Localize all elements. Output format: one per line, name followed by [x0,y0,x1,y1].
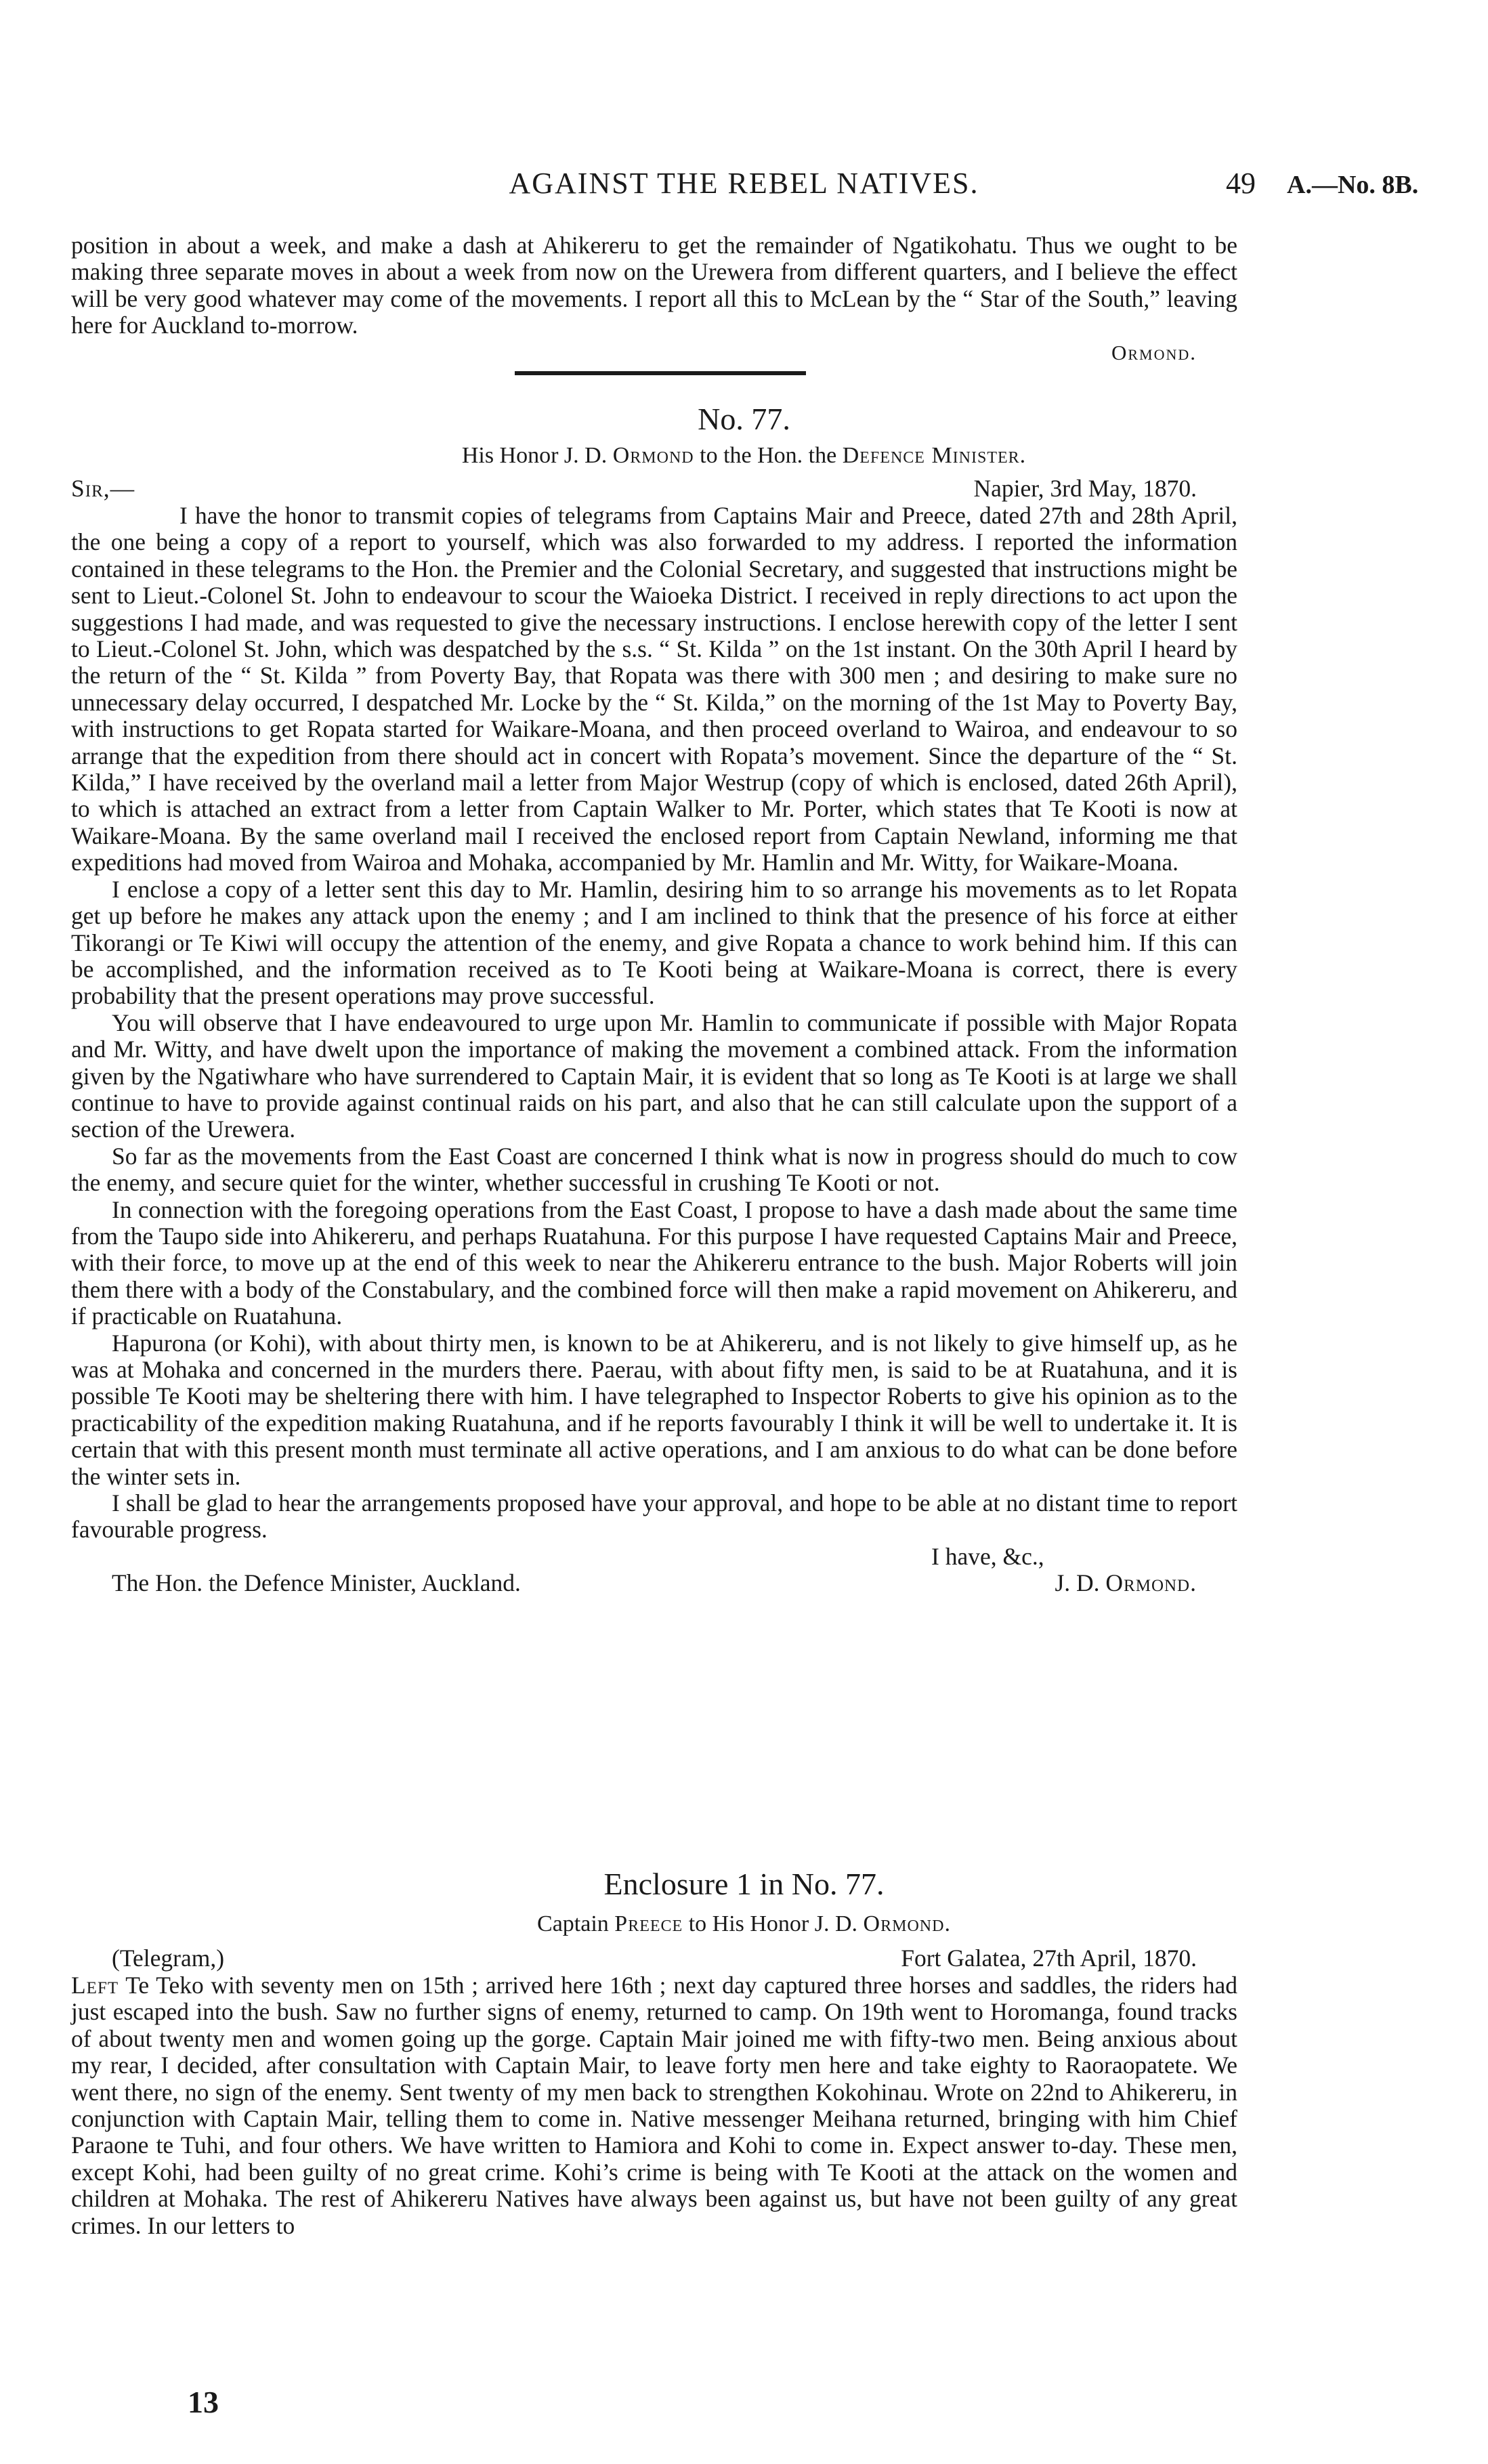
running-header-title: AGAINST THE REBEL NATIVES. [509,167,979,200]
letter-signer-name: Ormond. [1105,1569,1197,1597]
opening-paragraph: position in about a week, and make a dash at Ahikereru to get the remainder of Ngatikohatu. Thus we ought to be making three separate moves in about a week from now on the Urewera from different quarters, and I believe the effect will be very good whatever may come of the movements. I report all this to McLean by the “ Star of the South,” leaving here for Auckland to-morrow. [71,232,1237,339]
salutation: Sir,— [71,475,135,502]
letter-closing: I have, &c., [931,1542,1044,1570]
page-number: 49 [1226,167,1256,200]
letter-paragraph: So far as the movements from the East Coast are concerned I think what is now in progress should do much to cow the enemy, and secure quiet for the winter, whether successful in crushing Te Kooti or not. [71,1142,1237,1197]
enclosure-to-name: Ormond. [863,1911,951,1936]
letter-paragraph: I shall be glad to hear the arrangements proposed have your approval, and hope to be able at no distant time to report favourable progress. [71,1489,1237,1544]
enclosure-body [71,1944,1237,2239]
letter-place-date: Napier, 3rd May, 1870. [973,475,1197,502]
enclosure-from-mid: to His Honor J. D. [683,1911,864,1936]
letter-paragraph: In connection with the foregoing operations from the East Coast, I propose to have a dash made about the same time from the Taupo side into Ahikereru, and perhaps Ruatahuna. For this purpose I have requested Captains Mair and Preece, with their force, to move up at the end of this week to near the Ahikereru entrance to the bush. Major Roberts will join them there with a body of the Constabulary, and the combined force will then make a rapid movement on Ahikereru, and if practicable on Ruatahuna. [71,1195,1237,1330]
addressee-signer-row [71,1570,1237,1596]
enclosure-from-name: Preece [614,1911,683,1936]
enclosure-place-date: Fort Galatea, 27th April, 1870. [901,1945,1197,1972]
salutation-row [71,474,1237,503]
letter-addressee: The Hon. the Defence Minister, Auckland. [112,1569,521,1597]
letter-to-title: Defence Minister. [842,443,1027,468]
letter-from-name: Ormond [612,443,694,468]
letter-from-prefix: His Honor J. D. [461,443,613,468]
letter-paragraph: I have the honor to transmit copies of telegrams from Captains Mair and Preece, dated 27th and 28th April, the one being a copy of a report to yourself, which was also forwarded to my address. I reported the information contained in these telegrams to the Hon. the Premier and the Colonial Secretary, and suggested that instructions might be sent to Lieut.-Colonel St. John to endeavour to scour the Waioeka District. I received in reply directions to act upon the suggestions I had made, and was requested to give the necessary instructions. I enclose herewith copy of the letter I sent to Lieut.-Colonel St. John, which was despatched by the s.s. “ St. Kilda ” on the 1st instant. On the 30th April I heard by the return of the “ St. Kilda ” from Poverty Bay, that Ropata was there with 300 men ; and desiring to make sure no unnecessary delay occurred, I despatched Mr. Locke by the “ St. Kilda,” on the morning of the 1st May to Poverty Bay, with instructions to get Ropata started for Waikare-Moana, and then proceed overland to Wairoa, and endeavour to so arrange that the expedition from there should act in concert with Ropata’s movement. Since the departure of the “ St. Kilda,” I have received by the overland mail a letter from Major Westrup (copy of which is enclosed, dated 26th April), to which is attached an extract from a letter from Captain Walker to Mr. Porter, which states that Te Kooti is now at Waikare-Moana. By the same overland mail I received the enclosed report from Captain Newland, informing me that expeditions had moved from Wairoa and Mohaka, accompanied by Mr. Hamlin and Mr. Witty, for Waikare-Moana. [71,502,1237,876]
letter-from-mid: to the Hon. the [694,443,843,468]
enclosure-heading: Enclosure 1 in No. 77. [603,1867,885,1901]
opening-section [71,232,1237,365]
letter-signer-initials: J. D. [1055,1569,1106,1597]
enclosure-text: Te Teko with seventy men on 15th ; arrived here 16th ; next day captured three horses and saddles, the riders had just escaped into the bush. Saw no further signs of enemy, returned to camp. On 19th went to Horomanga, found tracks of about twenty men and women going up the gorge. Captain Mair joined me with fifty-two men. Being anxious about my rear, I decided, after consultation with Captain Mair, to leave forty men here and take eighty to Raoraopatete. We went there, no sign of the enemy. Sent twenty of my men back to strengthen Kokohinau. Wrote on 22nd to Ahikereru, in conjunction with Captain Mair, telling them to come in. Native messenger Meihana returned, bringing with him Chief Paraone te Tuhi, and four others. We have written to Hamiora and Kohi to come in. Expect answer to-day. These men, except Kohi, had been guilty of no great crime. Kohi’s crime is being with Te Kooti at the attack on the women and children at Mohaka. The rest of Ahikereru Natives have always been against us, but have not been guilty of any great crimes. In our letters to [71,1972,1237,2239]
enclosure-from-prefix: Captain [537,1911,615,1936]
letter-77-body [71,474,1237,1597]
enclosure-paragraph [71,1972,1237,2239]
opening-signature: Ormond. [1111,340,1197,364]
series-number: A.—No. 8B. [1287,171,1419,199]
letter-paragraph: You will observe that I have endeavoured to urge upon Mr. Hamlin to communicate if possible with Major Ropata and Mr. Witty, and have dwelt upon the importance of making the movement a combined attack. From the information given by the Ngatiwhare who have surrendered to Captain Mair, it is evident that so long as Te Kooti is at large we shall continue to have to provide against continual raids on his part, and also that he can still calculate upon the support of a section of the Urewera. [71,1008,1237,1143]
letter-paragraph: I enclose a copy of a letter sent this day to Mr. Hamlin, desiring him to so arrange his movements as to let Ropata get up before he makes any attack upon the enemy ; and I am inclined to think that the presence of his force at either Tikorangi or Te Kiwi will occupy the attention of the enemy, and give Ropata a chance to work behind him. If this can be accomplished, and the information received as to Te Kooti being at Waikare-Moana is correct, there is every probability that the present operations may prove successful. [71,875,1237,1010]
enclosure-from-to-line [0,1911,1488,1937]
letter-number-heading: No. 77. [698,402,790,436]
telegram-row [71,1944,1237,1972]
section-divider [515,371,806,375]
letter-from-to-line [0,443,1488,469]
letter-signer [1055,1570,1237,1596]
letter-paragraph: Hapurona (or Kohi), with about thirty men, is known to be at Ahikereru, and is not likely to give himself up, as he was at Mohaka and concerned in the murders there. Paerau, with about fifty men, is said to be at Ruatahuna, and it is possible Te Kooti may be sheltering there with him. I have telegraphed to Inspector Roberts to give his opinion as to the practicability of the expedition making Ruatahuna, and if he reports favourably I think it will be well to undertake it. It is certain that with this present month must terminate all active operations, and I am anxious to do what can be done before the winter sets in. [71,1329,1237,1490]
signature-mark: 13 [188,2385,219,2419]
enclosure-first-word: Left [71,1972,119,1999]
telegram-label: (Telegram,) [112,1945,225,1972]
